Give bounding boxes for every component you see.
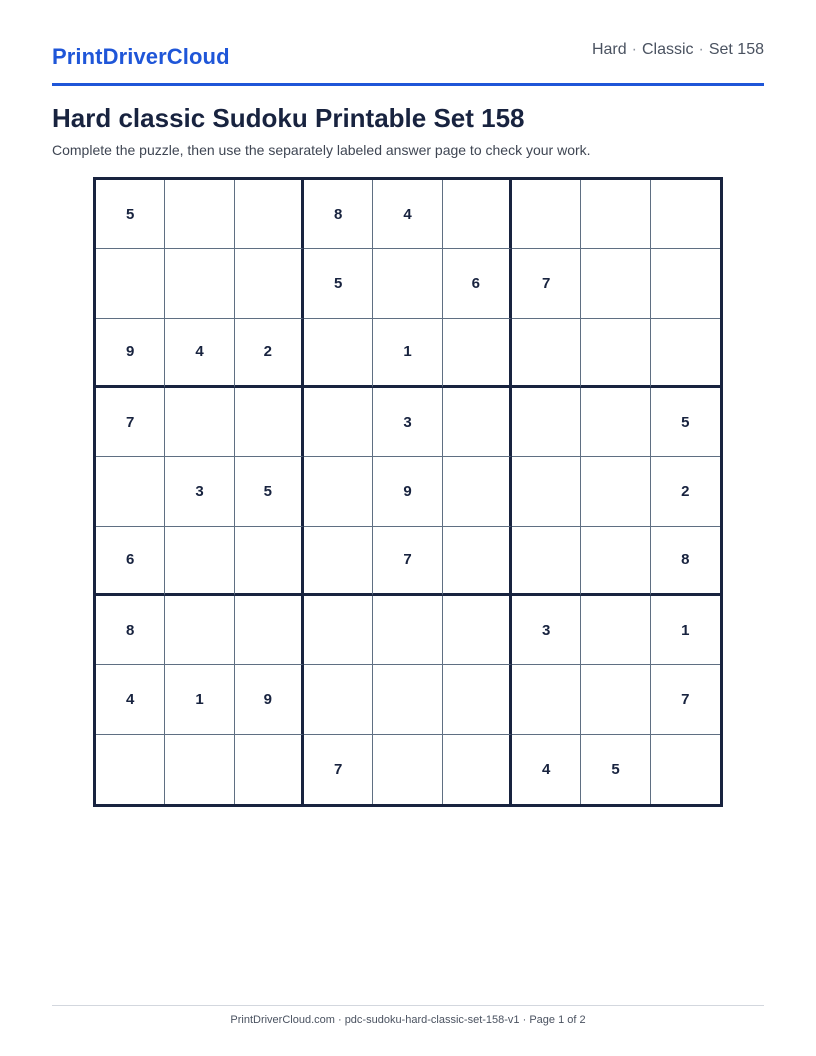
sudoku-cell [512, 388, 581, 457]
sudoku-cell [165, 527, 234, 596]
sudoku-cell: 9 [235, 665, 304, 734]
sudoku-cell [373, 665, 442, 734]
sudoku-cell [165, 249, 234, 318]
meta-difficulty: Hard [591, 41, 627, 58]
sudoku-cell [304, 319, 373, 388]
sudoku-cell [581, 249, 650, 318]
sudoku-cell: 7 [651, 665, 720, 734]
sudoku-cell [581, 388, 650, 457]
sudoku-cell: 5 [235, 457, 304, 526]
sudoku-cell: 5 [651, 388, 720, 457]
sudoku-cell [581, 665, 650, 734]
sudoku-cell [443, 665, 512, 734]
sudoku-cell: 3 [512, 596, 581, 665]
sudoku-cell [304, 665, 373, 734]
sudoku-cell [165, 388, 234, 457]
sudoku-cell [443, 180, 512, 249]
sudoku-cell [581, 596, 650, 665]
sudoku-cell [651, 735, 720, 804]
sudoku-cell: 8 [96, 596, 165, 665]
sudoku-cell [651, 180, 720, 249]
sudoku-cell: 5 [304, 249, 373, 318]
sudoku-cell [512, 319, 581, 388]
sudoku-cell: 8 [651, 527, 720, 596]
sudoku-cell [304, 527, 373, 596]
sudoku-cell [304, 596, 373, 665]
sudoku-cell [235, 388, 304, 457]
sudoku-cell [235, 596, 304, 665]
sudoku-cell: 4 [165, 319, 234, 388]
sudoku-cell: 3 [165, 457, 234, 526]
sudoku-cell: 2 [235, 319, 304, 388]
sudoku-cell [373, 735, 442, 804]
sudoku-cell [512, 457, 581, 526]
sudoku-cell [235, 180, 304, 249]
sudoku-cell [165, 735, 234, 804]
sudoku-cell [443, 735, 512, 804]
sudoku-cell: 7 [96, 388, 165, 457]
sudoku-cell: 5 [581, 735, 650, 804]
sudoku-cell [443, 388, 512, 457]
sudoku-cell [235, 527, 304, 596]
sudoku-cell: 1 [651, 596, 720, 665]
puzzle-meta [592, 41, 764, 59]
sudoku-cell: 7 [304, 735, 373, 804]
sudoku-cell [443, 319, 512, 388]
meta-separator: · [698, 41, 704, 58]
sudoku-cell: 1 [373, 319, 442, 388]
sudoku-cell [96, 457, 165, 526]
meta-set: Set 158 [708, 41, 764, 58]
sudoku-cell [651, 319, 720, 388]
footer-divider [52, 1005, 764, 1006]
sudoku-cell: 9 [96, 319, 165, 388]
sudoku-cell [443, 527, 512, 596]
sudoku-cell [581, 527, 650, 596]
page-subtitle: Complete the puzzle, then use the separately labeled answer page to check your work. [52, 142, 591, 158]
sudoku-cell [165, 180, 234, 249]
sudoku-grid [93, 177, 723, 807]
sudoku-cell [96, 249, 165, 318]
sudoku-cell [651, 249, 720, 318]
sudoku-cell [165, 596, 234, 665]
sudoku-cell [581, 319, 650, 388]
page-title: Hard classic Sudoku Printable Set 158 [52, 103, 525, 133]
sudoku-cell: 8 [304, 180, 373, 249]
sudoku-cell: 7 [512, 249, 581, 318]
page-footer: PrintDriverCloud.com · pdc-sudoku-hard-classic-set-158-v1 · Page 1 of 2 [230, 1014, 586, 1026]
sudoku-cell [235, 249, 304, 318]
sudoku-cell [373, 596, 442, 665]
sudoku-cell: 4 [373, 180, 442, 249]
sudoku-cell: 1 [165, 665, 234, 734]
meta-style: Classic [641, 41, 694, 58]
sudoku-cell: 5 [96, 180, 165, 249]
sudoku-cell [443, 596, 512, 665]
sudoku-cell: 2 [651, 457, 720, 526]
sudoku-cell [304, 388, 373, 457]
sudoku-cell [581, 180, 650, 249]
sudoku-cell [235, 735, 304, 804]
sudoku-cell: 4 [512, 735, 581, 804]
sudoku-cell: 9 [373, 457, 442, 526]
sudoku-cell: 7 [373, 527, 442, 596]
sudoku-cell [373, 249, 442, 318]
sudoku-cell [512, 527, 581, 596]
sudoku-cell [581, 457, 650, 526]
header-divider [52, 83, 764, 86]
sudoku-cell [443, 457, 512, 526]
sudoku-cell [304, 457, 373, 526]
meta-separator: · [631, 41, 637, 58]
brand-logo: PrintDriverCloud [52, 44, 230, 69]
sudoku-cell: 6 [96, 527, 165, 596]
sudoku-cell [512, 180, 581, 249]
sudoku-cell [96, 735, 165, 804]
sudoku-cell: 6 [443, 249, 512, 318]
sudoku-cell [512, 665, 581, 734]
sudoku-cell: 3 [373, 388, 442, 457]
sudoku-cell: 4 [96, 665, 165, 734]
